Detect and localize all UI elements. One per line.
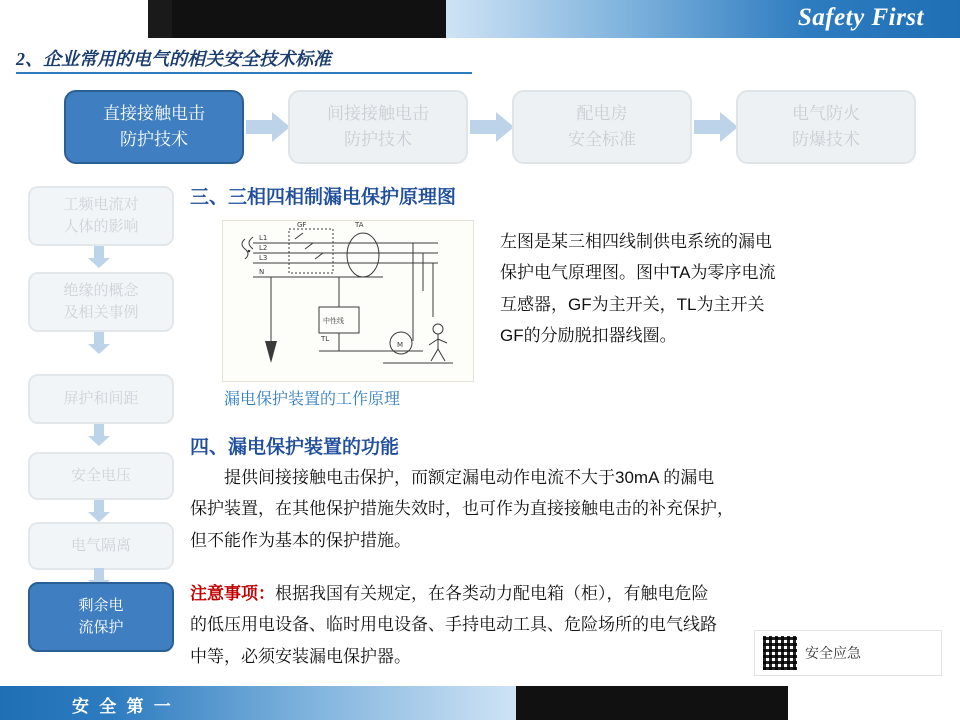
top-flow-item-1-line1: 直接接触电击 (103, 103, 205, 123)
top-flow-item-4-line2: 防爆技术 (792, 130, 860, 149)
bottom-segment-white (788, 686, 960, 720)
left-flow-item-1-line2: 人体的影响 (63, 218, 139, 235)
left-flow-item-2[interactable] (28, 272, 174, 332)
badge-label: 安全应急 (805, 645, 861, 661)
figure-description (500, 226, 900, 352)
top-flow-item-2[interactable] (288, 90, 468, 164)
top-flow-item-4-line1: 电气防火 (792, 103, 860, 123)
notice-line-1: 根据我国有关规定，在各类动力配电箱（柜），有触电危险 (275, 584, 709, 603)
banner-segment-white (0, 0, 148, 38)
left-flow-item-2-line1: 绝缘的概念 (63, 281, 139, 299)
svg-text:TA: TA (355, 221, 364, 229)
notice-line-2: 的低压用电设备、临时用电设备、手持电动工具、危险场所的电气线路 (190, 615, 717, 635)
left-flow-item-1-line1: 工频电流对 (63, 195, 139, 213)
top-flow-item-2-line2: 防护技术 (344, 130, 412, 149)
left-flow-item-4[interactable] (28, 452, 174, 500)
top-flow-item-1-line2: 防护技术 (120, 130, 188, 149)
svg-text:GF: GF (297, 221, 307, 229)
svg-text:TL: TL (321, 335, 330, 343)
notice-first-line (190, 578, 910, 609)
svg-text:中性线: 中性线 (323, 317, 344, 325)
left-flow-item-2-line2: 及相关事例 (63, 304, 139, 321)
arrow-down-icon-3 (88, 424, 110, 446)
svg-text:M: M (397, 341, 404, 349)
arrow-right-icon-1 (246, 112, 290, 142)
function-body-text (190, 462, 890, 556)
left-flow-item-6-line2: 流保护 (78, 619, 124, 636)
top-flow-item-2-line1: 间接接触电击 (327, 103, 429, 123)
bottom-banner-text: 安 全 第 一 (72, 697, 174, 716)
top-flow-item-3-line2: 安全标准 (568, 130, 636, 149)
svg-text:L3: L3 (259, 254, 268, 262)
svg-text:N: N (259, 268, 265, 276)
figure-description-line-3: 互感器，GF为主开关，TL为主开关 (500, 294, 765, 314)
circuit-diagram-svg (223, 221, 473, 381)
left-flow-item-5[interactable] (28, 522, 174, 570)
circuit-diagram-figure (222, 220, 474, 382)
figure-caption: 漏电保护装置的工作原理 (224, 391, 401, 408)
svg-text:L1: L1 (259, 234, 268, 242)
arrow-down-icon-4 (88, 500, 110, 522)
heading-section-four: 四、漏电保护装置的功能 (190, 437, 400, 458)
top-flow-item-3[interactable] (512, 90, 692, 164)
left-flow-item-6-line1: 剩余电 (78, 596, 124, 614)
figure-description-line-1: 左图是某三相四线制供电系统的漏电 (500, 232, 772, 251)
qr-code-icon (763, 636, 797, 670)
function-body-line-3: 但不能作为基本的保护措施。 (190, 530, 411, 550)
arrow-down-icon-1 (88, 246, 110, 268)
bottom-banner (0, 686, 960, 720)
top-flow-item-1[interactable] (64, 90, 244, 164)
left-flow-item-3[interactable] (28, 374, 174, 424)
top-flow-item-4[interactable] (736, 90, 916, 164)
title-underline (16, 72, 472, 74)
notice-line-3: 中等，必须安装漏电保护器。 (190, 646, 411, 666)
left-flow-item-4-line1: 安全电压 (70, 466, 131, 484)
notice-label: 注意事项： (190, 584, 275, 603)
figure-description-line-4: GF的分励脱扣器线圈。 (500, 326, 677, 346)
figure-description-line-2: 保护电气原理图。图中TA为零序电流 (500, 263, 776, 283)
left-flow-item-6[interactable] (28, 582, 174, 652)
left-flow-item-1[interactable] (28, 186, 174, 246)
left-flow-item-3-line1: 屏护和间距 (63, 389, 139, 407)
arrow-right-icon-2 (470, 112, 514, 142)
bottom-segment-black (516, 686, 788, 720)
top-flow-item-3-line1: 配电房 (576, 103, 628, 123)
banner-segment-black-narrow (148, 0, 172, 38)
function-body-line-1: 提供间接接触电击保护，而额定漏电动作电流不大于30mA 的漏电 (190, 468, 715, 487)
page-title: 2、企业常用的电气的相关安全技术标准 (16, 49, 331, 69)
heading-section-three: 三、三相四相制漏电保护原理图 (190, 187, 457, 208)
banner-title: Safety First (797, 4, 924, 31)
left-flow-item-5-line1: 电气隔离 (70, 536, 131, 554)
wechat-badge (754, 630, 942, 676)
arrow-down-icon-2 (88, 332, 110, 354)
arrow-right-icon-3 (694, 112, 738, 142)
svg-text:L2: L2 (259, 244, 268, 252)
top-banner (0, 0, 960, 38)
banner-segment-black-wide (172, 0, 446, 38)
function-body-line-2: 保护装置，在其他保护措施失效时，也可作为直接接触电击的补充保护， (190, 499, 734, 519)
